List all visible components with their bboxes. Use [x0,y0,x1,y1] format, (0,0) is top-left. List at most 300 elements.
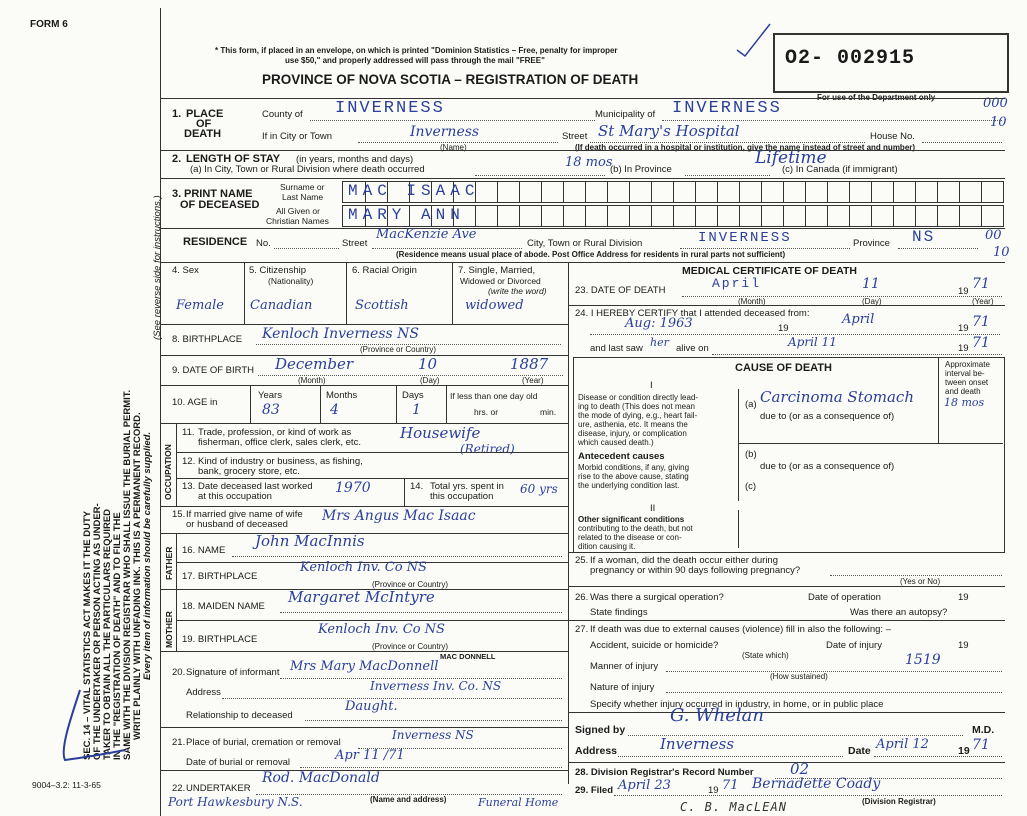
dept-use-label: For use of the Department only [817,93,936,102]
sidebar-line4: IN THE "REGISTRATION OF DEATH" AND TO FILE THE [112,512,123,760]
s12-l1: Kind of industry or business, as fishing, [198,456,363,467]
grid-cell-divider [563,206,564,226]
grid-cell-divider [915,206,916,226]
s11-num: 11. [182,427,195,438]
signed-addr-label: Address [575,745,618,757]
col [938,357,939,443]
s13-value[interactable]: 1970 [335,480,371,496]
s2-label: LENGTH OF STAY [186,153,281,165]
ant-l4: the underlying condition last. [578,481,680,490]
city-value[interactable]: Inverness [410,124,480,140]
given-label-b: Christian Names [266,216,329,226]
footer-code: 9004–3.2: 11-3-65 [32,780,101,790]
s1-num: 1. [172,108,182,120]
residence-no-line [274,248,339,249]
dept-code-2: 10 [990,115,1007,130]
dc-l4: ure, asthenia, etc. It means the [578,420,688,429]
grid-cell-divider [607,206,608,226]
s22-addr-value[interactable]: Port Hawkesbury N.S. [168,795,303,809]
rule [160,506,568,507]
rule [738,443,1003,444]
s13-num: 13. [182,481,196,492]
dc-l5: disease, injury, or complication [578,429,687,438]
residence-street-label: Street [342,238,368,249]
s14-num: 14. [410,481,424,492]
grid-cell-divider [541,206,542,226]
house-label: House No. [870,131,915,142]
sidebar-line1: SEC. 14 – VITAL STATISTICS ACT MAKES IT THE DUTY [82,510,93,760]
dept-code-4: 10 [993,245,1010,260]
grid-cell-divider [981,182,982,202]
s12-l2: bank, grocery store, etc. [198,466,300,477]
s24-mid: 19 [778,323,789,334]
given-value[interactable]: MARY ANN [348,206,465,224]
residence-city-label: City, Town or Rural Division [527,238,643,249]
s26-yr: 19 [958,592,969,603]
s10-lt-label: If less than one day old [450,391,538,401]
s20-num: 20. [172,667,186,678]
s24-last-year-prefix: 19 [958,343,969,354]
municipality-line [662,120,1002,121]
municipality-label: Municipality of [595,109,656,120]
street-value[interactable]: St Mary's Hospital [598,122,740,140]
s1-label-c: DEATH [184,128,222,140]
col [176,533,177,589]
dc-l3: the mode of dying, e.g., heart fail- [578,411,698,420]
col [346,262,347,324]
s27-state-hint: (State which) [742,651,789,660]
residence-province-value[interactable]: NS [912,228,936,246]
s27-yr: 19 [958,640,969,651]
s9-month-hint: (Month) [298,376,326,385]
center-divider [568,262,569,784]
interval-l2: interval be- [945,369,985,378]
grid-cell-divider [497,206,498,226]
grid-cell-divider [519,182,520,202]
s6-label: 6. Racial Origin [352,265,417,276]
rule [160,727,568,728]
s24-alive: alive on [676,343,709,354]
s27-num: 27. [575,624,589,635]
s1-label-a: PLACE [186,108,224,120]
bottom-signature: C. B. MacLEAN [680,800,787,814]
rule [160,651,568,652]
notice-line2: use $50," and properly addressed will pass through the mail "FREE" [285,56,545,65]
s24-to-year[interactable]: 71 [972,314,990,330]
col [404,478,405,506]
s24-last-date[interactable]: April 11 [788,335,837,349]
s2-a-line [475,175,605,176]
s7-l3: (write the word) [488,286,547,296]
s25-hint: (Yes or No) [900,577,941,586]
s7-label: 7. Single, Married, [458,265,536,276]
grid-cell-divider [959,182,960,202]
residence-province-line [898,248,978,249]
s9-label: 9. DATE OF BIRTH [172,365,254,376]
surname-value[interactable]: MAC ISAAC [348,182,480,200]
s10-hrs: hrs. or [474,407,499,417]
s9-year[interactable]: 1887 [510,355,549,373]
s22-value[interactable]: Rod. MacDonald [262,770,380,786]
col [320,385,321,423]
rule [160,178,1005,179]
sidebar-line8: (See reverse side for instructions.) [152,195,163,340]
ant-l3: rise to the above cause, stating [578,472,689,481]
s22-hint: (Name and address) [370,795,447,804]
s10-label: 10. AGE in [172,397,218,408]
s11-l1: Trade, profession, or kind of work as [198,427,352,438]
grid-cell-divider [805,206,806,226]
grid-cell-divider [783,206,784,226]
interval-l3: tween onset [945,378,989,387]
grid-cell-divider [937,182,938,202]
s23-year-prefix: 19 [958,286,969,297]
s2-c-value[interactable]: Lifetime [755,148,827,168]
mother-label: MOTHER [164,611,174,648]
s1-label-b: OF [196,118,212,130]
s23-day[interactable]: 11 [862,276,880,292]
s2-b-line [685,175,770,176]
signed-value[interactable]: G. Whelan [670,705,765,726]
grid-cell-divider [695,206,696,226]
s7-l2: Widowed or Divorced [460,276,541,286]
rule [160,355,568,356]
s19-label: 19. BIRTHPLACE [182,634,258,645]
s5-label: 5. Citizenship [249,265,307,276]
check-mark [735,20,775,60]
s23-month-hint: (Month) [738,297,766,306]
s27-manner-line [666,671,1002,672]
s10-years-label: Years [258,390,282,401]
s16-line [232,556,562,557]
signed-addr-value[interactable]: Inverness [660,735,735,753]
house-line [922,142,1002,143]
grid-cell-divider [629,206,630,226]
s29-hint: (Division Registrar) [862,797,936,806]
bracket [738,389,739,501]
grid-cell-divider [651,182,652,202]
s2-b-label: (b) In Province [610,164,672,175]
col [446,385,447,423]
s23-line [682,296,1002,297]
s2-hint: (in years, months and days) [296,154,414,165]
s10-years[interactable]: 83 [262,402,280,418]
s28-value[interactable]: 02 [790,760,810,778]
s4-value[interactable]: Female [176,298,224,313]
s11-value2[interactable]: (Retired) [460,442,515,456]
rule [176,478,568,479]
signed-label: Signed by [575,724,626,736]
registrar-initial-mark [40,680,130,770]
dc-l6: which caused death.) [578,438,654,447]
s25-l1: If a woman, did the death occur either during [590,555,779,566]
sidebar-line5: SAME WITH THE DIVISION REGISTRAR WHO SHALL ISSUE THE BURIAL PERMIT. [122,389,133,760]
s15-num: 15. [172,509,186,520]
grid-cell-divider [673,182,674,202]
s18-value[interactable]: Margaret McIntyre [288,588,435,606]
surname-label-b: Last Name [282,192,324,202]
reg-number: O2- 002915 [785,47,916,70]
col [452,262,453,324]
dc-l2: ing to death (This does not mean [578,402,695,411]
s21-date-line [300,767,562,768]
s27-manner-label: Manner of injury [590,661,659,672]
grid-cell-divider [673,206,674,226]
s24-to[interactable]: April [842,312,875,327]
residence-no-label: No. [256,238,271,249]
s27-how-hint: (How sustained) [770,672,828,681]
s8-hint: (Province or Country) [360,345,437,354]
s11-l2: fisherman, office clerk, sales clerk, etc. [198,437,361,448]
s14-l1: Total yrs. spent in [430,481,504,492]
s11-value[interactable]: Housewife [400,424,481,442]
s10-months-label: Months [326,390,358,401]
residence-street-line [372,248,522,249]
grid-cell-divider [893,182,894,202]
s21-value[interactable]: Inverness NS [392,728,474,742]
s27-manner-value[interactable]: 1519 [905,652,941,668]
s21-label: Place of burial, cremation or removal [186,737,341,748]
dc-l1: Disease or condition directly lead- [578,393,699,402]
s24-last-year[interactable]: 71 [972,335,990,351]
grid-cell-divider [629,182,630,202]
s24-from[interactable]: Aug: 1963 [625,316,693,331]
rule [568,762,1005,763]
grid-cell-divider [519,206,520,226]
s23-year-hint: (Year) [972,297,994,306]
grid-cell-divider [651,206,652,226]
s9-day-hint: (Day) [420,376,440,385]
page-title: PROVINCE OF NOVA SCOTIA – REGISTRATION OF DEATH [262,72,639,87]
s21-date-value[interactable]: Apr 11 /71 [335,748,405,763]
s17-label: 17. BIRTHPLACE [182,571,258,582]
county-value[interactable]: INVERNESS [335,99,445,118]
s5-sub: (Nationality) [268,276,314,286]
grid-cell-divider [871,206,872,226]
ant-l1: Antecedent causes [578,451,665,462]
s17-hint: (Province or Country) [372,580,449,589]
s12-num: 12. [182,456,196,467]
s14-value[interactable]: 60 yrs [520,482,558,496]
rule [160,385,568,386]
s10-months[interactable]: 4 [330,402,339,418]
grid-cell-divider [849,206,850,226]
s17-value[interactable]: Kenloch Inv. Co NS [300,560,427,575]
s28-label: 28. Division Registrar's Record Number [575,767,754,778]
residence-hint: (Residence means usual place of abode. Post Office Address for residents in rural parts not sufficient) [396,250,786,259]
roman-1: I [650,380,653,391]
s29-value[interactable]: April 23 [618,778,671,793]
s24-last-her[interactable]: her [650,336,669,349]
grid-cell-divider [585,206,586,226]
grid-cell-divider [805,182,806,202]
s8-value[interactable]: Kenloch Inverness NS [262,326,419,342]
s19-hint: (Province or Country) [372,642,449,651]
s29-line [614,795,1002,796]
interval-l4: and death [945,387,981,396]
dept-code-3: 00 [985,228,1002,243]
s26-autopsy: Was there an autopsy? [850,607,948,618]
s27-nature-line [666,692,1002,693]
sidebar-line3: TAKER TO OBTAIN ALL THE PARTICULARS REQUIRED [102,508,113,760]
oth-l4: dition causing it. [578,542,636,551]
cause-a-value[interactable]: Carcinoma Stomach [760,388,914,406]
s20-rel-line [305,720,562,721]
grid-cell-divider [585,182,586,202]
signed-date-label: Date [848,745,871,757]
s29-label: 29. Filed [575,785,614,796]
rule [160,98,1005,99]
s20-rel-value[interactable]: Daught. [345,699,398,714]
s23-day-hint: (Day) [862,297,882,306]
dept-code-1: 000 [983,96,1008,111]
s9-month[interactable]: December [275,355,354,373]
s14-l2: this occupation [430,491,494,502]
signed-addr-line [618,756,843,757]
rule [568,620,1005,621]
name-hint: (Name) [440,143,467,152]
s26-num: 26. [575,592,589,603]
s16-label: 16. NAME [182,545,226,556]
s2-num: 2. [172,153,182,165]
grid-cell-divider [981,206,982,226]
s24-last-label: and last saw [590,343,643,354]
reg-number-box [773,33,1009,93]
s20-above: MAC DONNELL [440,652,496,661]
grid-cell-divider [475,206,476,226]
grid-cell-divider [607,182,608,202]
grid-cell-divider [783,182,784,202]
grid-cell-divider [717,206,718,226]
rule [568,552,1005,553]
form-id: FORM 6 [30,19,68,30]
oth-l2: contributing to the death, but not [578,524,693,533]
residence-label: RESIDENCE [183,236,248,248]
sidebar-line6: WRITE PLAINLY WITH UNFADING INK. THIS IS A PERMANENT RECORD. [132,412,143,740]
rule [160,423,568,424]
sidebar-line2: OF THE UNDERTAKER OR PERSON ACTING AS UNDER- [92,503,103,760]
s23-month[interactable]: April [712,276,762,291]
s26-l1: Was there a surgical operation? [590,592,724,603]
s25-num: 25. [575,555,589,566]
s21-date-label: Date of burial or removal [186,757,291,768]
s26-findings: State findings [590,607,648,618]
s22-addr-value2[interactable]: Funeral Home [478,796,559,809]
col [176,423,177,506]
grid-cell-divider [541,182,542,202]
s5-value[interactable]: Canadian [250,298,313,313]
s22-num: 22. [172,783,186,794]
roman-2: II [650,503,656,514]
grid-cell-divider [937,206,938,226]
s15-l1: If married give name of wife [186,509,303,520]
city-label: If in City or Town [262,131,333,142]
s20-addr-value[interactable]: Inverness Inv. Co. NS [370,679,502,693]
s2-a-value[interactable]: 18 mos [565,155,613,170]
bracket [738,510,739,548]
col [250,385,251,423]
s6-value[interactable]: Scottish [355,298,409,313]
s7-value[interactable]: widowed [465,298,524,313]
s19-value[interactable]: Kenloch Inv. Co NS [318,622,445,637]
rule [160,324,568,325]
s10-days[interactable]: 1 [412,402,421,418]
cause-b-label: (b) [745,449,757,460]
s27-date-label: Date of injury [826,640,882,651]
grid-cell-divider [739,206,740,226]
s20-sig-value[interactable]: Mrs Mary MacDonnell [290,659,439,674]
s9-day[interactable]: 10 [418,355,438,373]
residence-city-value[interactable]: INVERNESS [698,230,792,246]
s25-line [830,575,1002,576]
residence-city-line [680,248,850,249]
s27-l1: If death was due to external causes (violence) fill in also the following: – [590,624,891,635]
s18-line [280,612,562,613]
s23-year[interactable]: 71 [972,276,990,292]
residence-street-value[interactable]: MacKenzie Ave [376,227,477,242]
sidebar-line7: Every item of information should be carefully supplied. [142,431,153,680]
county-label: County of [262,109,303,120]
rule [176,452,568,453]
signed-md: M.D. [972,724,995,736]
signed-yr-value[interactable]: 71 [972,737,990,753]
grid-cell-divider [827,206,828,226]
cause-a-interval[interactable]: 18 mos [944,396,985,409]
grid-cell-divider [717,182,718,202]
s2-a-label: (a) In City, Town or Rural Division where death occurred [190,164,425,175]
grid-cell-divider [497,182,498,202]
municipality-value[interactable]: INVERNESS [672,99,782,118]
grid-cell-divider [563,182,564,202]
rule [160,262,1005,263]
grid-cell-divider [849,182,850,202]
surname-label-a: Surname or [280,182,325,192]
s16-value[interactable]: John MacInnis [255,532,365,550]
s21-num: 21. [172,737,186,748]
s13-l1: Date deceased last worked [198,481,313,492]
s15-l2: or husband of deceased [186,519,288,530]
oth-l3: related to the disease or con- [578,533,682,542]
s29-reg-value[interactable]: Bernadette Coady [752,776,881,792]
grid-cell-divider [871,182,872,202]
grid-cell-divider [739,182,740,202]
rule [568,586,1005,587]
grid-cell-divider [827,182,828,202]
s24-line2 [712,354,1002,355]
oth-l1: Other significant conditions [578,515,685,524]
s29-yr-prefix: 19 [708,785,719,796]
residence-province-label: Province [853,238,890,249]
rule [568,712,1005,713]
s15-value[interactable]: Mrs Angus Mac Isaac [322,508,476,524]
col [396,385,397,423]
sidebar-instructions [82,160,172,760]
signed-date-value[interactable]: April 12 [876,737,929,752]
s29-yr-value[interactable]: 71 [722,778,739,793]
s10-days-label: Days [402,390,424,401]
s20-rel-label: Relationship to deceased [186,710,293,721]
s24-label: 24. I HEREBY CERTIFY that I attended deceased from: [575,308,810,319]
grid-cell-divider [695,182,696,202]
given-label-a: All Given or [276,206,320,216]
s4-label: 4. Sex [172,265,199,276]
s8-label: 8. BIRTHPLACE [172,334,243,345]
rule [568,305,1005,306]
street-label: Street [562,131,588,142]
s22-label: UNDERTAKER [186,783,251,794]
father-label: FATHER [164,546,174,580]
grid-cell-divider [893,206,894,226]
